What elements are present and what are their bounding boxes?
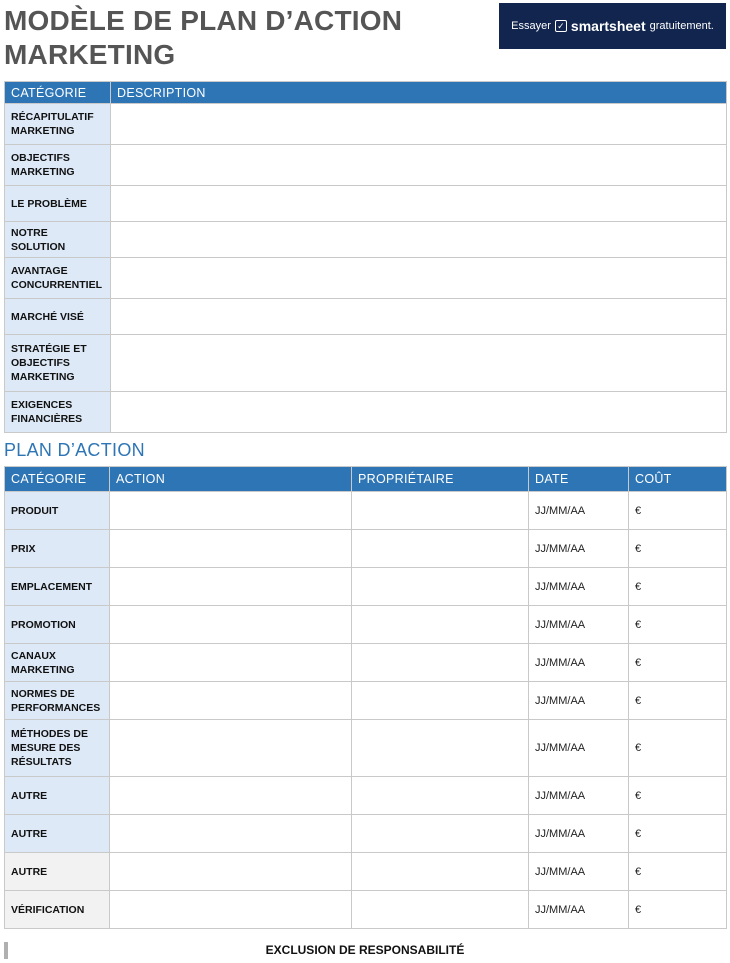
cost-cell[interactable]: € [629,682,727,720]
table-row [5,720,727,777]
description-cell[interactable] [111,145,727,186]
column-header-owner: PROPRIÉTAIRE [352,467,529,492]
date-cell[interactable]: JJ/MM/AA [529,492,629,530]
description-cell[interactable] [111,299,727,335]
table-row [5,104,727,145]
action-header-row [5,467,727,492]
action-cell[interactable] [110,853,352,891]
table-row [5,606,727,644]
banner-text-before: Essayer [511,20,551,32]
column-header-action: ACTION [110,467,352,492]
date-cell[interactable]: JJ/MM/AA [529,777,629,815]
row-category: AUTRE [5,853,110,891]
row-category: PROMOTION [5,606,110,644]
owner-cell[interactable] [352,606,529,644]
cost-cell[interactable]: € [629,568,727,606]
owner-cell[interactable] [352,815,529,853]
description-cell[interactable] [111,104,727,145]
date-cell[interactable]: JJ/MM/AA [529,530,629,568]
row-category: OBJECTIFS MARKETING [5,145,111,186]
owner-cell[interactable] [352,530,529,568]
table-row [5,777,727,815]
table-row [5,682,727,720]
action-cell[interactable] [110,815,352,853]
action-cell[interactable] [110,568,352,606]
table-row [5,853,727,891]
action-cell[interactable] [110,530,352,568]
column-header-date: DATE [529,467,629,492]
action-cell[interactable] [110,891,352,929]
description-cell[interactable] [111,186,727,222]
cost-cell[interactable]: € [629,853,727,891]
action-plan-title: PLAN D’ACTION [4,440,145,460]
description-cell[interactable] [111,258,727,299]
table-row [5,335,727,392]
table-row [5,258,727,299]
owner-cell[interactable] [352,492,529,530]
row-category: PRIX [5,530,110,568]
row-category: AUTRE [5,777,110,815]
owner-cell[interactable] [352,853,529,891]
date-cell[interactable]: JJ/MM/AA [529,644,629,682]
table-row [5,222,727,258]
row-category: RÉCAPITULATIF MARKETING [5,104,111,145]
row-category: STRATÉGIE ET OBJECTIFS MARKETING [5,335,111,392]
row-category: MÉTHODES DE MESURE DES RÉSULTATS [5,720,110,777]
table-row [5,186,727,222]
row-category: VÉRIFICATION [5,891,110,929]
description-cell[interactable] [111,222,727,258]
row-category: AVANTAGE CONCURRENTIEL [5,258,111,299]
date-cell[interactable]: JJ/MM/AA [529,682,629,720]
cost-cell[interactable]: € [629,644,727,682]
table-row [5,891,727,929]
banner-text-after: gratuitement. [649,20,714,32]
description-cell[interactable] [111,392,727,433]
table-row [5,568,727,606]
action-cell[interactable] [110,777,352,815]
owner-cell[interactable] [352,891,529,929]
row-category: LE PROBLÈME [5,186,111,222]
summary-table [4,81,727,433]
column-header-description: DESCRIPTION [111,82,727,104]
cost-cell[interactable]: € [629,720,727,777]
cost-cell[interactable]: € [629,492,727,530]
table-row [5,492,727,530]
row-category: CANAUX MARKETING [5,644,110,682]
banner-brand: smartsheet [570,18,646,34]
table-row [5,299,727,335]
action-cell[interactable] [110,720,352,777]
owner-cell[interactable] [352,644,529,682]
column-header-category: CATÉGORIE [5,467,110,492]
cost-cell[interactable]: € [629,815,727,853]
row-category: PRODUIT [5,492,110,530]
table-row [5,815,727,853]
action-cell[interactable] [110,644,352,682]
date-cell[interactable]: JJ/MM/AA [529,853,629,891]
summary-header-row [5,82,727,104]
disclaimer-heading: EXCLUSION DE RESPONSABILITÉ [265,943,465,957]
cost-cell[interactable]: € [629,777,727,815]
date-cell[interactable]: JJ/MM/AA [529,815,629,853]
row-category: AUTRE [5,815,110,853]
row-category: NORMES DE PERFORMANCES [5,682,110,720]
column-header-cost: COÛT [629,467,727,492]
action-cell[interactable] [110,682,352,720]
date-cell[interactable]: JJ/MM/AA [529,891,629,929]
action-cell[interactable] [110,606,352,644]
table-row [5,530,727,568]
date-cell[interactable]: JJ/MM/AA [529,720,629,777]
action-plan-table [4,466,727,929]
cost-cell[interactable]: € [629,530,727,568]
row-category: EXIGENCES FINANCIÈRES [5,392,111,433]
page-header [4,0,726,78]
row-category: NOTRE SOLUTION [5,222,111,258]
owner-cell[interactable] [352,777,529,815]
row-category: MARCHÉ VISÉ [5,299,111,335]
description-cell[interactable] [111,335,727,392]
cost-cell[interactable]: € [629,606,727,644]
owner-cell[interactable] [352,682,529,720]
checkmark-icon: ✓ [555,20,567,32]
table-row [5,392,727,433]
table-row [5,145,727,186]
owner-cell[interactable] [352,720,529,777]
date-cell[interactable]: JJ/MM/AA [529,606,629,644]
action-cell[interactable] [110,492,352,530]
table-row [5,644,727,682]
owner-cell[interactable] [352,568,529,606]
cost-cell[interactable]: € [629,891,727,929]
row-category: EMPLACEMENT [5,568,110,606]
column-header-category: CATÉGORIE [5,82,111,104]
date-cell[interactable]: JJ/MM/AA [529,568,629,606]
smartsheet-trial-banner[interactable] [499,3,726,49]
page-title: MODÈLE DE PLAN D’ACTION MARKETING [4,5,403,70]
